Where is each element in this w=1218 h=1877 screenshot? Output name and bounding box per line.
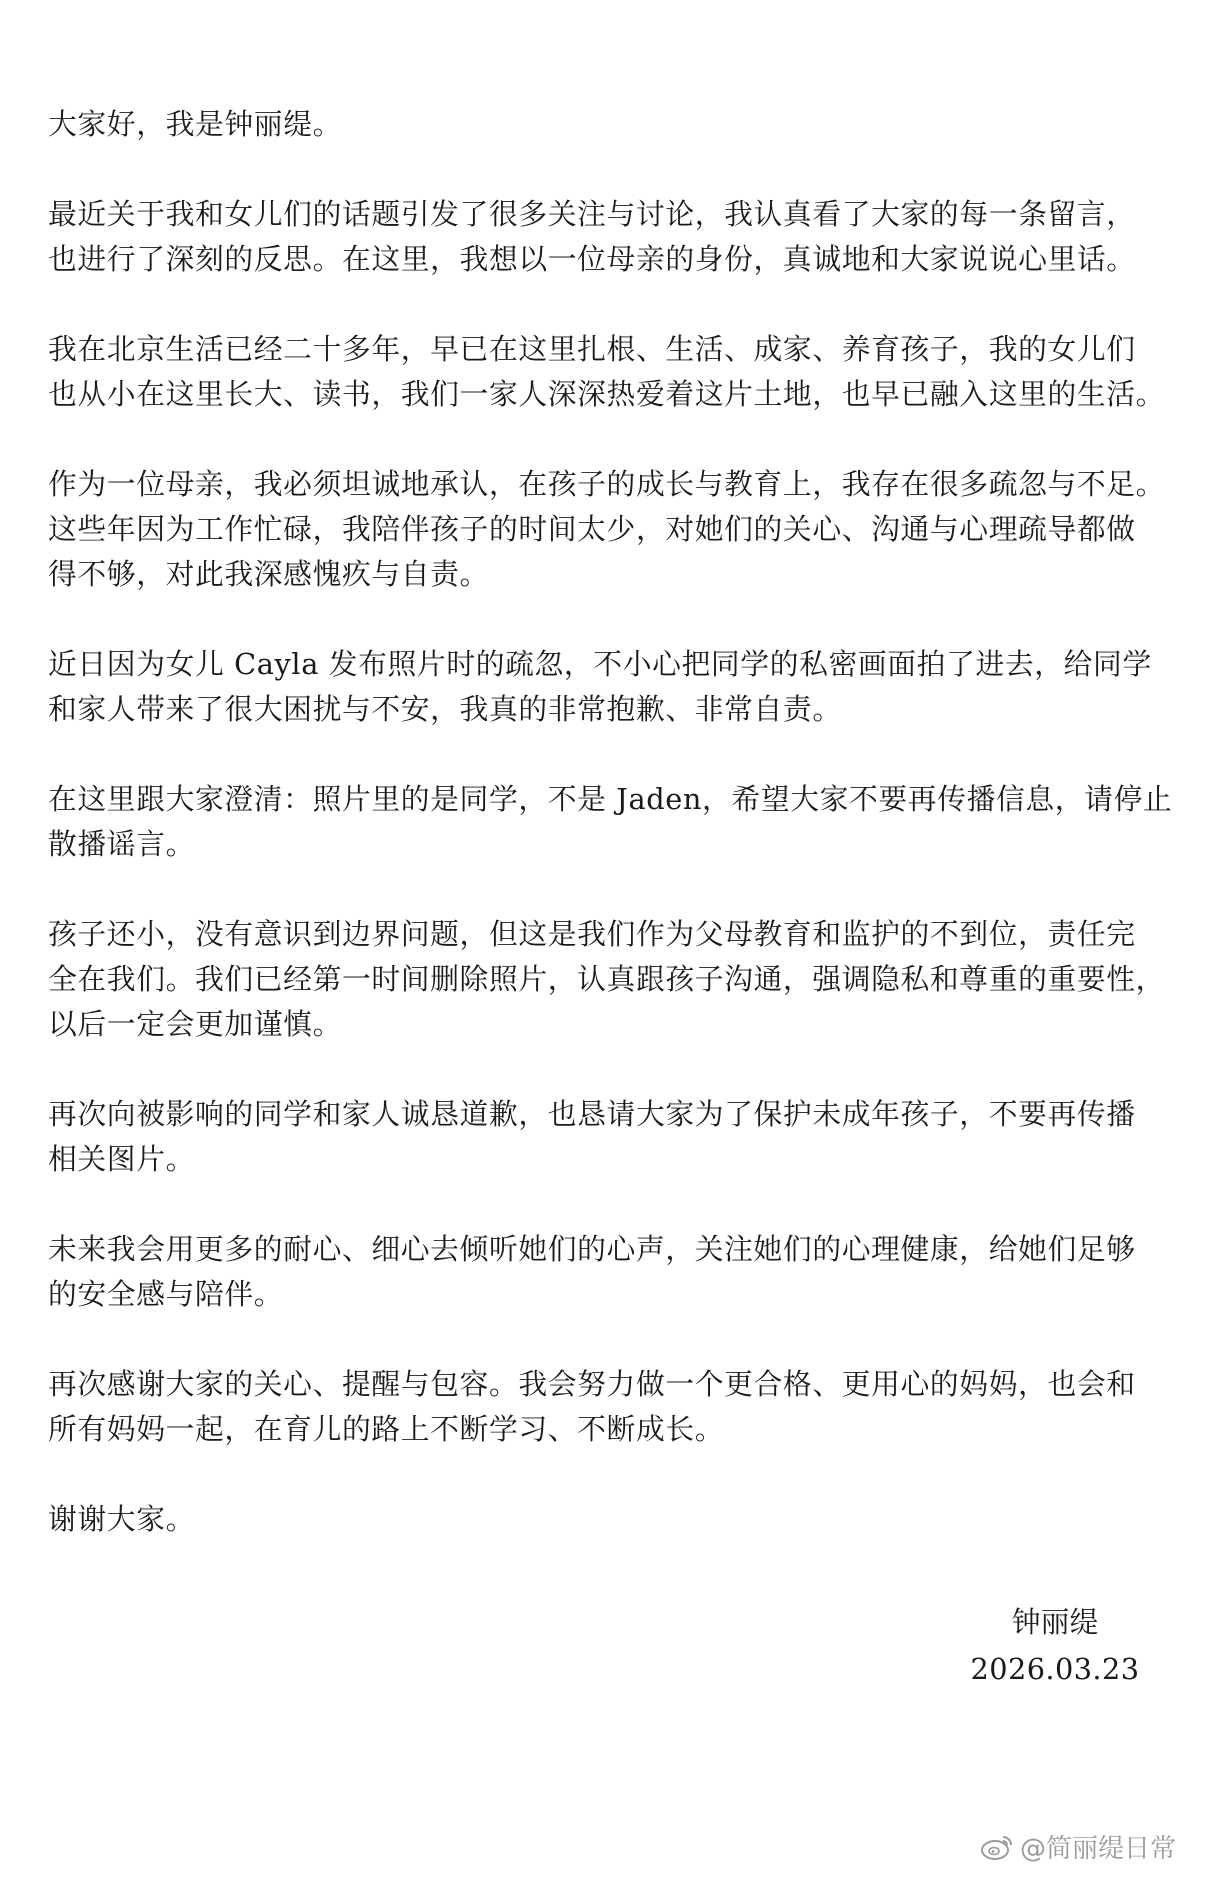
paragraph-future: 未来我会用更多的耐心、细心去倾听她们的心声，关注她们的心理健康，给她们足够 的安全感与陪伴。 [48, 1232, 1136, 1311]
watermark-text: @简丽缇日常 [1019, 1834, 1176, 1864]
paragraph-clarification: 在这里跟大家澄清：照片里的是同学，不是 Jaden，希望大家不要再传播信息，请停止 散播谣言。 [48, 782, 1173, 861]
paragraph-greeting: 大家好，我是钟丽缇。 [48, 107, 342, 141]
paragraph-intro: 最近关于我和女儿们的话题引发了很多关注与讨论，我认真看了大家的每一条留言， 也进行了深刻的反思。在这里，我想以一位母亲的身份，真诚地和大家说说心里话。 [48, 197, 1136, 276]
paragraph-thanks: 再次感谢大家的关心、提醒与包容。我会努力做一个更合格、更用心的妈妈，也会和 所有妈妈一起，在育儿的路上不断学习、不断成长。 [48, 1367, 1136, 1446]
paragraph-closing: 谢谢大家。 [48, 1502, 195, 1536]
paragraph-apology: 再次向被影响的同学和家人诚恳道歉，也恳请大家为了保护未成年孩子，不要再传播 相关图片。 [48, 1097, 1136, 1176]
letter-body [48, 102, 1176, 1542]
paragraph-responsibility: 孩子还小，没有意识到边界问题，但这是我们作为父母教育和监护的不到位，责任完 全在我们。我们已经第一时间删除照片，认真跟孩子沟通，强调隐私和尊重的重要性， 以后一定会更加谨慎。 [48, 917, 1166, 1041]
signature-date: 2026.03.23 [970, 1652, 1140, 1686]
signature-block [960, 1600, 1150, 1692]
watermark [980, 1828, 1176, 1865]
signature-name: 钟丽缇 [1011, 1605, 1099, 1639]
paragraph-incident: 近日因为女儿 Cayla 发布照片时的疏忽，不小心把同学的私密画面拍了进去，给同学 和家人带来了很大困扰与不安，我真的非常抱歉、非常自责。 [48, 647, 1152, 726]
paragraph-beijing: 我在北京生活已经二十多年，早已在这里扎根、生活、成家、养育孩子，我的女儿们 也从小在这里长大、读书，我们一家人深深热爱着这片土地，也早已融入这里的生活。 [48, 332, 1166, 411]
paragraph-mother: 作为一位母亲，我必须坦诚地承认，在孩子的成长与教育上，我存在很多疏忽与不足。 这些年因为工作忙碌，我陪伴孩子的时间太少，对她们的关心、沟通与心理疏导都做 得不够，对此我深感愧疚与自责。 [48, 467, 1166, 591]
weibo-icon [980, 1833, 1014, 1861]
